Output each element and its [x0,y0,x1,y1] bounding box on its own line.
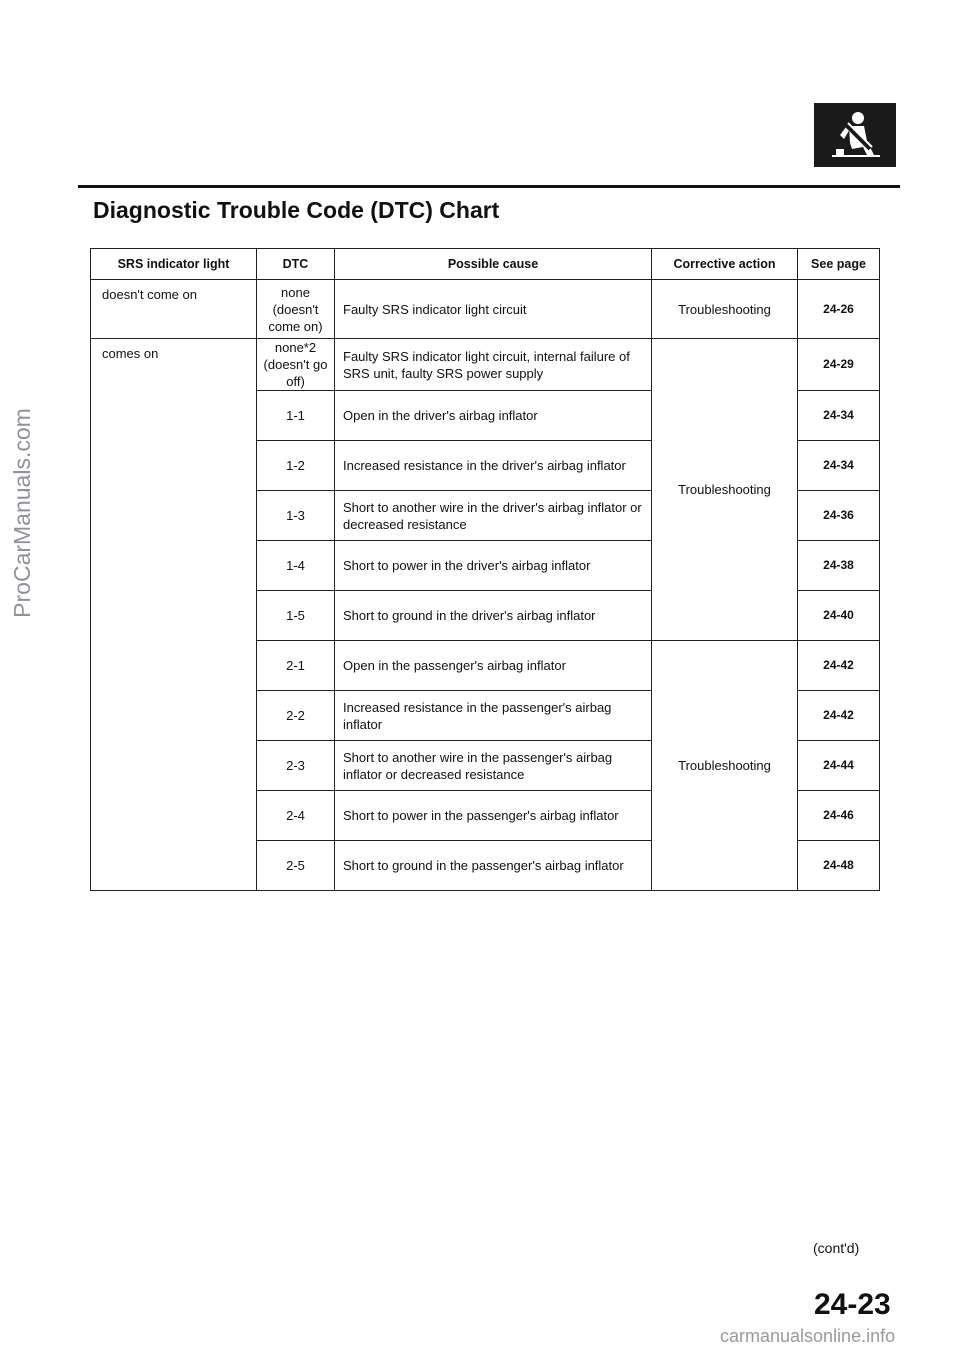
page-ref-cell: 24-42 [798,691,880,741]
dtc-cell: 1-4 [257,541,335,591]
dtc-cell: 2-1 [257,641,335,691]
page-ref-cell: 24-36 [798,491,880,541]
column-header: DTC [257,249,335,280]
cause-cell: Short to another wire in the driver's airbag inflator or decreased resistance [335,491,652,541]
cause-cell: Short to ground in the passenger's airbag inflator [335,841,652,891]
header-rule [78,185,900,188]
page-ref-cell: 24-34 [798,391,880,441]
page-ref-cell: 24-42 [798,641,880,691]
cause-cell: Open in the driver's airbag inflator [335,391,652,441]
dtc-cell: none (doesn't come on) [257,280,335,339]
dtc-cell: 2-4 [257,791,335,841]
cause-cell: Open in the passenger's airbag inflator [335,641,652,691]
cause-cell: Faulty SRS indicator light circuit, internal failure of SRS unit, faulty SRS power supply [335,339,652,391]
dtc-table [90,248,880,891]
dtc-cell: 2-2 [257,691,335,741]
page-ref-cell: 24-44 [798,741,880,791]
cause-cell: Short to power in the driver's airbag inflator [335,541,652,591]
page-ref-cell: 24-26 [798,280,880,339]
page-number: 24-23 [814,1288,891,1321]
page-ref-cell: 24-34 [798,441,880,491]
dtc-cell: 2-3 [257,741,335,791]
action-cell: Troubleshooting [652,641,798,891]
cause-cell: Short to another wire in the passenger's airbag inflator or decreased resistance [335,741,652,791]
srs-light-cell: comes on [91,339,257,891]
cause-cell: Short to power in the passenger's airbag inflator [335,791,652,841]
page-ref-cell: 24-48 [798,841,880,891]
column-header: See page [798,249,880,280]
action-cell: Troubleshooting [652,339,798,641]
page-ref-cell: 24-38 [798,541,880,591]
srs-light-cell: doesn't come on [91,280,257,339]
action-cell: Troubleshooting [652,280,798,339]
page-ref-cell: 24-46 [798,791,880,841]
cause-cell: Increased resistance in the driver's airbag inflator [335,441,652,491]
cause-cell: Faulty SRS indicator light circuit [335,280,652,339]
page-ref-cell: 24-29 [798,339,880,391]
dtc-cell: none*2 (doesn't go off) [257,339,335,391]
dtc-cell: 2-5 [257,841,335,891]
cause-cell: Short to ground in the driver's airbag inflator [335,591,652,641]
column-header: Possible cause [335,249,652,280]
seatbelt-airbag-icon [814,103,896,167]
side-watermark: ProCarManuals.com [9,408,35,618]
page-title: Diagnostic Trouble Code (DTC) Chart [93,197,500,223]
table-header-row [91,249,880,280]
dtc-cell: 1-3 [257,491,335,541]
dtc-cell: 1-5 [257,591,335,641]
column-header: Corrective action [652,249,798,280]
table-row [91,280,880,339]
table-row [91,339,880,391]
page-ref-cell: 24-40 [798,591,880,641]
dtc-cell: 1-2 [257,441,335,491]
cause-cell: Increased resistance in the passenger's airbag inflator [335,691,652,741]
column-header: SRS indicator light [91,249,257,280]
continued-note: (cont'd) [813,1240,860,1256]
bottom-watermark: carmanualsonline.info [720,1326,896,1346]
dtc-cell: 1-1 [257,391,335,441]
